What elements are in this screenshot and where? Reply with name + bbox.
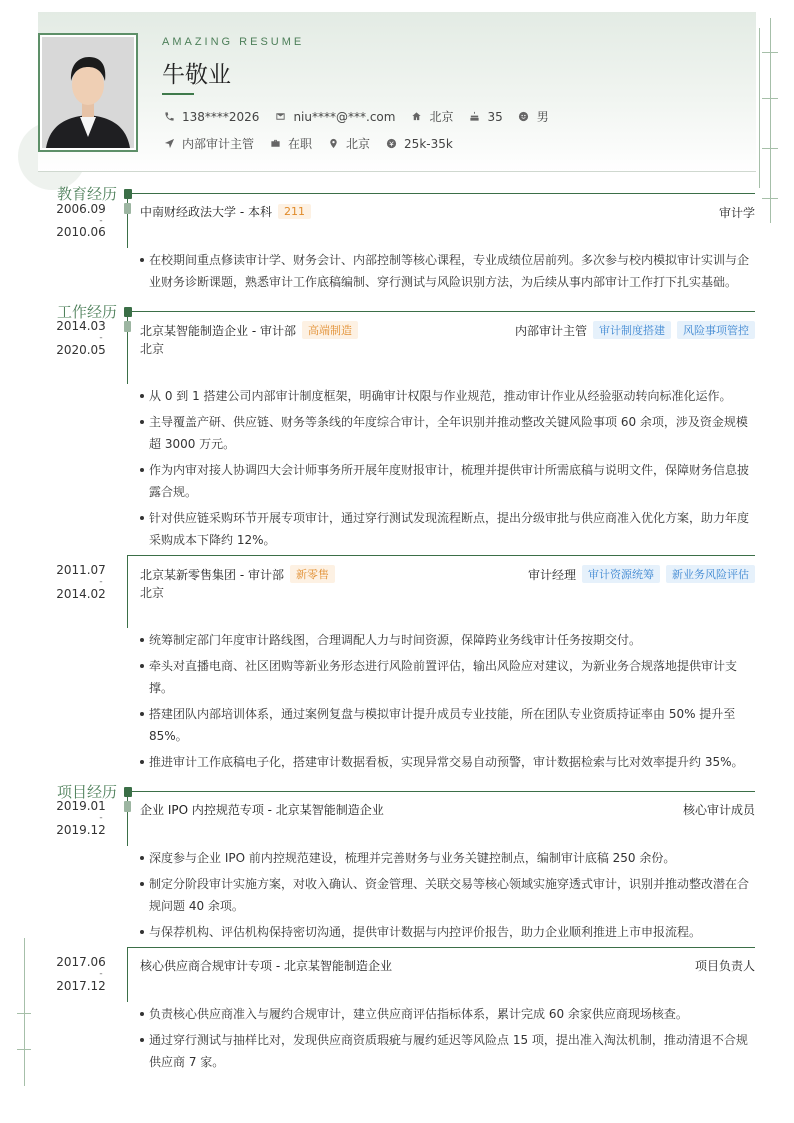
target-position-item (162, 135, 254, 152)
list-item: 统筹制定部门年度审计路线图，合理调配人力与时间资源，保障跨业务线审计任务按期交付。 (140, 629, 755, 651)
list-item: 作为内审对接人协调四大会计师事务所开展年度财报审计，梳理并提供审计所需底稿与说明文件，保障财务信息披露合规。 (140, 459, 755, 503)
major: 审计学 (718, 206, 755, 220)
target-position-text: 内部审计主管 (182, 137, 255, 151)
list-item: 推进审计工作底稿电子化，搭建审计数据看板，实现异常交易自动预警，审计数据检索与比对效率提升约 35%。 (140, 751, 755, 773)
phone-text: 138****2026 (182, 109, 260, 124)
target-city-item (326, 135, 370, 152)
work-1-city: 北京 (140, 342, 165, 356)
email-item (273, 110, 395, 124)
age-item (467, 110, 502, 124)
status-item (268, 135, 312, 152)
date-separator: - (99, 813, 103, 823)
work-1-title (140, 321, 358, 339)
company-name: 北京某新零售集团 - 审计部 (140, 567, 284, 582)
briefcase-icon (268, 137, 282, 151)
work-2-position-group (528, 565, 755, 583)
project-2-role: 项目负责人 (694, 959, 755, 973)
timeline-marker (124, 801, 131, 812)
phone-icon (162, 110, 176, 124)
list-item: 通过穿行测试与抽样比对，发现供应商资质瑕疵与履约延迟等风险点 15 项，提出准入淘汰机制，推动清退不合规供应商 7 家。 (140, 1029, 755, 1073)
project-2-title: 核心供应商合规审计专项 - 北京某智能制造企业 (140, 959, 392, 973)
section-divider (124, 311, 755, 312)
section-divider (124, 193, 755, 194)
status-text: 在职 (288, 137, 313, 151)
email-text: niu****@***.com (293, 109, 396, 124)
skill-tag: 审计制度搭建 (593, 321, 671, 339)
section-marker (124, 307, 132, 317)
city-item (409, 108, 453, 125)
home-icon (409, 110, 423, 124)
list-item: 制定分阶段审计实施方案，对收入确认、资金管理、关联交易等核心领域实施穿透式审计，识别并推动整改潜在合规问题 40 余项。 (140, 873, 755, 917)
project-1-title: 企业 IPO 内控规范专项 - 北京某智能制造企业 (140, 803, 384, 817)
work-2-end-date: 2014.02 (56, 587, 106, 601)
candidate-name: 牛敬业 (162, 62, 231, 88)
target-city-text: 北京 (346, 137, 371, 151)
list-item: 搭建团队内部培训体系，通过案例复盘与模拟审计提升成员专业技能，所在团队专业资质持证率由 50% 提升至 85%。 (140, 703, 755, 747)
list-item: 与保荐机构、评估机构保持密切沟通，提供审计数据与内控评价报告，助力企业顺利推进上市申报流程。 (140, 921, 755, 943)
entry-divider (127, 555, 755, 556)
skill-tag: 审计资源统筹 (582, 565, 660, 583)
contact-row (162, 108, 563, 125)
salary-item (384, 137, 453, 151)
right-deco-tick (762, 198, 778, 199)
send-icon (162, 137, 176, 151)
date-separator: - (99, 577, 103, 587)
list-item: 在校期间重点修读审计学、财务会计、内部控制等核心课程，专业成绩位居前列。多次参与校内模拟审计实训与企业财务诊断课题，熟悉审计工作底稿编制、穿行测试与风险识别方法，为后续从事内部审计工作打下扎实基础。 (140, 249, 755, 293)
section-divider (124, 791, 755, 792)
skill-tag: 风险事项管控 (677, 321, 755, 339)
timeline-line (127, 555, 128, 628)
right-deco-line (770, 18, 771, 223)
job-row (162, 135, 467, 152)
work-1-start-date: 2014.03 (56, 319, 106, 333)
right-deco-tick (762, 52, 778, 53)
section-title-education: 教育经历 (57, 185, 118, 203)
phone-item (162, 110, 259, 124)
location-icon (326, 137, 340, 151)
gender-item (517, 108, 549, 125)
section-marker (124, 189, 132, 199)
project-1-start-date: 2019.01 (56, 799, 106, 813)
date-separator: - (99, 333, 103, 343)
gender-text: 男 (536, 110, 549, 124)
project-2-start-date: 2017.06 (56, 955, 106, 969)
salary-text: 25k-35k (404, 136, 453, 151)
school-name: 中南财经政法大学 - 本科 (140, 205, 272, 219)
list-item: 负责核心供应商准入与履约合规审计，建立供应商评估指标体系，累计完成 60 余家供应商现场核查。 (140, 1003, 755, 1025)
right-deco-line-inner (759, 28, 760, 188)
name-underline (162, 93, 194, 95)
school-tag: 211 (278, 204, 311, 219)
header-divider (38, 171, 756, 172)
portrait-image (42, 37, 134, 148)
entry-divider (127, 947, 755, 948)
cake-icon (467, 110, 481, 124)
left-deco-tick (17, 1049, 31, 1050)
position-name: 审计经理 (527, 567, 576, 582)
coin-icon (384, 137, 398, 151)
left-deco-tick (17, 1013, 31, 1014)
work-1-position-group (515, 321, 755, 339)
section-marker (124, 787, 132, 797)
list-item: 主导覆盖产研、供应链、财务等条线的年度综合审计，全年识别并推动整改关键风险事项 60 余项，涉及资金规模超 3000 万元。 (140, 411, 755, 455)
brand-label: AMAZING RESUME (162, 36, 305, 48)
mail-icon (273, 110, 287, 124)
edu-start-date: 2006.09 (56, 202, 106, 216)
timeline-marker (124, 321, 131, 332)
edu-title (140, 203, 311, 220)
avatar (38, 33, 138, 152)
city-text: 北京 (429, 110, 454, 124)
right-deco-tick (762, 148, 778, 149)
project-2-end-date: 2017.12 (56, 979, 106, 993)
position-name: 内部审计主管 (514, 323, 587, 338)
project-1-role: 核心审计成员 (682, 803, 755, 817)
skill-tag: 新业务风险评估 (666, 565, 755, 583)
section-title-projects: 项目经历 (57, 783, 118, 801)
right-deco-tick (762, 98, 778, 99)
industry-tag: 新零售 (290, 565, 335, 583)
work-2-city: 北京 (140, 586, 165, 600)
company-name: 北京某智能制造企业 - 审计部 (140, 323, 296, 338)
date-separator: - (99, 216, 103, 226)
face-icon (517, 110, 531, 124)
industry-tag: 高端制造 (302, 321, 358, 339)
date-separator: - (99, 969, 103, 979)
left-deco-line (24, 938, 25, 1086)
project-1-end-date: 2019.12 (56, 823, 106, 837)
work-1-end-date: 2020.05 (56, 343, 106, 357)
section-title-work: 工作经历 (57, 303, 118, 321)
timeline-marker (124, 203, 131, 214)
list-item: 牵头对直播电商、社区团购等新业务形态进行风险前置评估，输出风险应对建议，为新业务合规落地提供审计支撑。 (140, 655, 755, 699)
work-2-title (140, 565, 335, 583)
list-item: 深度参与企业 IPO 前内控规范建设，梳理并完善财务与业务关键控制点，编制审计底稿 250 余份。 (140, 847, 755, 869)
work-2-start-date: 2011.07 (56, 563, 106, 577)
list-item: 针对供应链采购环节开展专项审计，通过穿行测试发现流程断点，提出分级审批与供应商准入优化方案，助力年度采购成本下降约 12%。 (140, 507, 755, 551)
list-item: 从 0 到 1 搭建公司内部审计制度框架，明确审计权限与作业规范，推动审计作业从经验驱动转向标准化运作。 (140, 385, 755, 407)
edu-end-date: 2010.06 (56, 225, 106, 239)
age-text: 35 (487, 109, 503, 124)
